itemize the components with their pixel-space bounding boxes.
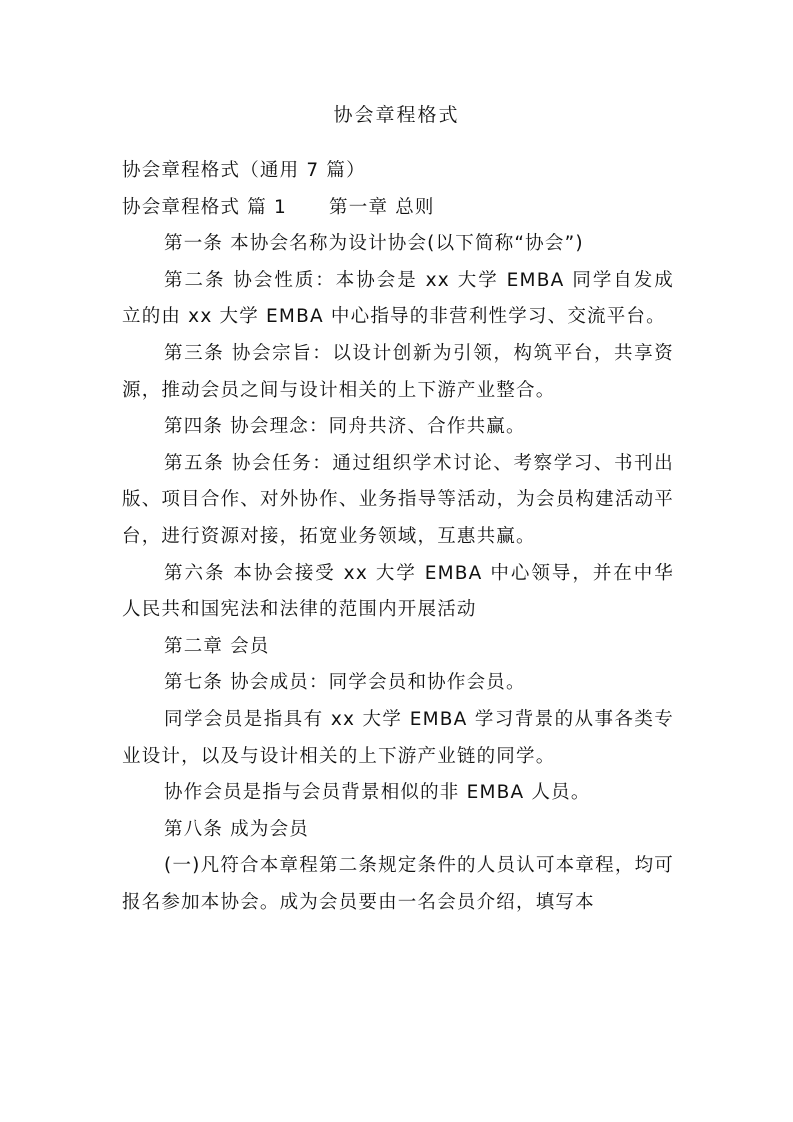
- article-8: 第八条 成为会员: [164, 818, 309, 840]
- article-5: 第五条 协会任务：通过组织学术讨论、考察学习、书刊出版、项目合作、对外协作、业务指导等活动，为会员构建活动平台，进行资源对接，拓宽业务领域，互惠共赢。: [122, 452, 674, 547]
- chapter-one-heading: 第一章 总则: [329, 196, 435, 218]
- part-label: 协会章程格式 篇 1: [122, 196, 288, 218]
- article-4: 第四条 协会理念：同舟共济、合作共赢。: [164, 416, 526, 438]
- article-1: 第一条 本协会名称为设计协会(以下简称“协会”): [164, 233, 584, 255]
- chapter-two-heading: 第二章 会员: [164, 635, 270, 657]
- article-7: 第七条 协会成员：同学会员和协作会员。: [164, 672, 526, 694]
- document-body: [122, 153, 674, 921]
- part-heading-line: [122, 190, 674, 227]
- cooperative-member-definition: 协作会员是指与会员背景相似的非 EMBA 人员。: [164, 782, 591, 804]
- student-member-definition: 同学会员是指具有 xx 大学 EMBA 学习背景的从事各类专业设计，以及与设计相关的上下游产业链的同学。: [122, 708, 674, 767]
- document-title: 协会章程格式: [333, 104, 460, 126]
- article-2: 第二条 协会性质：本协会是 xx 大学 EMBA 同学自发成立的由 xx 大学 EMBA 中心指导的非营利性学习、交流平台。: [122, 269, 674, 328]
- document-subtitle: 协会章程格式（通用 7 篇）: [122, 160, 366, 181]
- article-3: 第三条 协会宗旨：以设计创新为引领，构筑平台，共享资源，推动会员之间与设计相关的上下游产业整合。: [122, 342, 674, 401]
- article-8-clause-1: (一)凡符合本章程第二条规定条件的人员认可本章程，均可报名参加本协会。成为会员要由一名会员介绍，填写本: [122, 855, 674, 913]
- article-6: 第六条 本协会接受 xx 大学 EMBA 中心领导，并在中华人民共和国宪法和法律的范围内开展活动: [122, 562, 674, 621]
